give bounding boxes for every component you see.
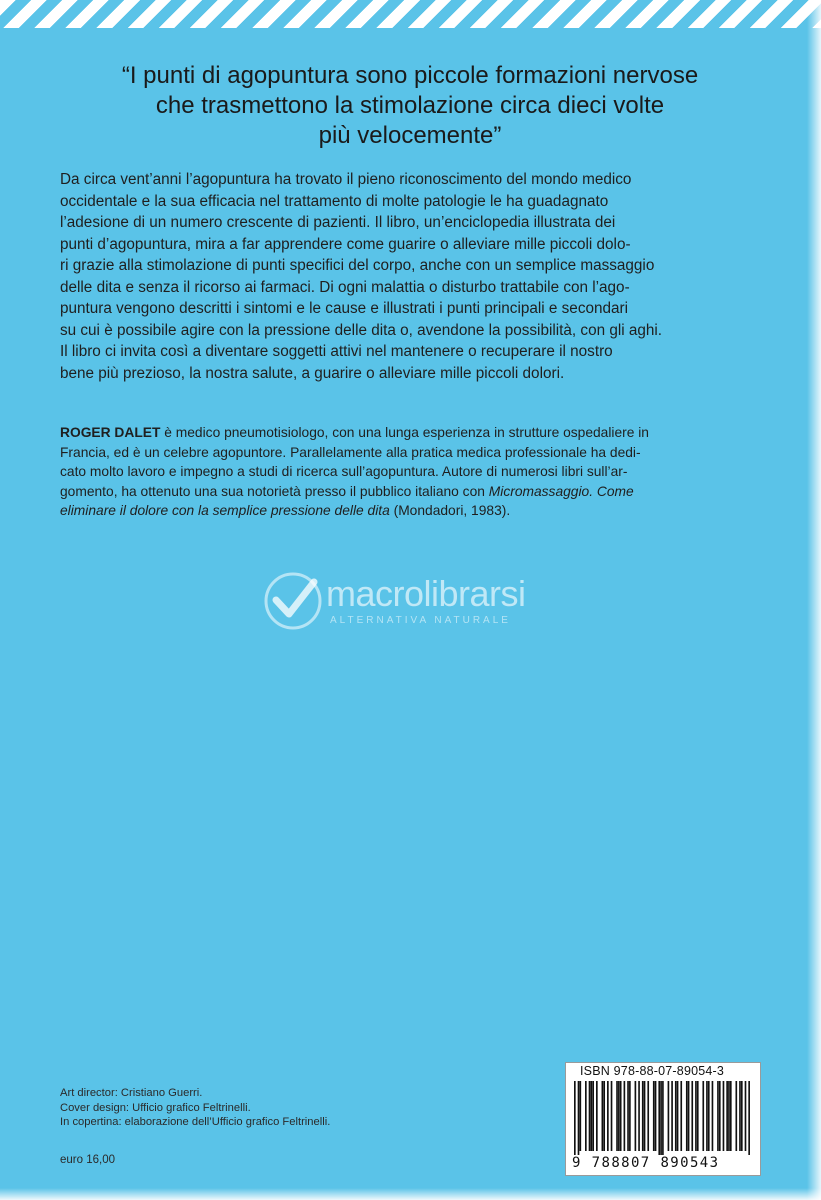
description-line: bene più prezioso, la nostra salute, a guarire o alleviare mille piccoli dolori. <box>60 364 565 382</box>
book-title-italic: eliminare il dolore con la semplice pressione delle dita <box>60 503 390 519</box>
barcode-bar <box>638 1081 640 1151</box>
bio-line: cato molto lavoro e impegno a studi di ricerca sull’agopuntura. Autore di numerosi libri sull’ar- <box>60 464 628 480</box>
description-line: occidentale e la sua efficacia nel trattamento di molte patologie le ha guadagnato <box>60 192 609 210</box>
description-line: Da circa vent’anni l’agopuntura ha trovato il pieno riconoscimento del mondo medico <box>60 171 632 188</box>
barcode-bar <box>662 1081 664 1155</box>
barcode-bar <box>677 1081 679 1151</box>
barcode-bar <box>680 1081 682 1151</box>
barcode-bar <box>655 1081 657 1151</box>
macrolibrarsi-watermark <box>262 570 572 640</box>
credit-line: Art director: Cristiano Guerri. <box>60 1087 203 1099</box>
barcode-digits: 9 788807 890543 <box>572 1155 720 1171</box>
barcode-bar <box>695 1081 697 1151</box>
barcode-bar <box>644 1081 646 1151</box>
barcode-bar <box>602 1081 604 1151</box>
barcode-bar <box>712 1081 714 1151</box>
quote-line: “I punti di agopuntura sono piccole formazioni nervose <box>121 62 699 89</box>
watermark-name: macrolibrarsi <box>326 573 526 614</box>
description-line: ri grazie alla stimolazione di punti specifici del corpo, anche con un semplice massaggio <box>60 257 655 274</box>
striped-top-border <box>0 0 821 28</box>
barcode-icon <box>574 1081 752 1155</box>
barcode-bar <box>642 1081 644 1151</box>
description-line: l’adesione di un numero crescente di pazienti. Il libro, un’enciclopedia illustrata dei <box>60 214 616 231</box>
barcode-bar <box>635 1081 637 1151</box>
bio-text: è medico pneumotisiologo, con una lunga esperienza in strutture ospedaliere in <box>160 425 649 440</box>
barcode-bar <box>611 1081 613 1151</box>
barcode-bar <box>719 1081 721 1151</box>
credit-line: Cover design: Ufficio grafico Feltrinelli. <box>60 1101 251 1114</box>
barcode-bar <box>658 1081 660 1155</box>
book-title-italic: Micromassaggio. Come <box>488 483 634 499</box>
page-edge <box>807 0 821 1200</box>
barcode-bar <box>735 1081 737 1151</box>
description-line: puntura vengono descritti i sintomi e le cause e illustrati i punti principali e secondari <box>60 300 628 317</box>
author-bio <box>60 423 766 521</box>
quote-line: che trasmettono la stimolazione circa dieci volte <box>155 92 665 119</box>
barcode-bar <box>607 1081 609 1151</box>
barcode-bar <box>603 1081 605 1151</box>
barcode-bar <box>723 1081 725 1151</box>
barcode-bar <box>686 1081 688 1151</box>
barcode-bar <box>647 1081 649 1151</box>
barcode-bar <box>730 1081 732 1151</box>
barcode-bar <box>578 1081 580 1155</box>
barcode-bar <box>691 1081 693 1151</box>
barcode-bar <box>592 1081 594 1151</box>
barcode-bar <box>591 1081 593 1151</box>
barcode-bar <box>580 1081 582 1151</box>
barcode-bar <box>585 1081 587 1151</box>
barcode-bar <box>653 1081 655 1151</box>
isbn-barcode <box>565 1062 761 1176</box>
barcode-bar <box>671 1081 673 1151</box>
cover-credits <box>60 1086 330 1130</box>
barcode-bar <box>589 1081 591 1151</box>
description-line: punti d’agopuntura, mira a far apprendere come guarire o alleviare mille piccoli dolo- <box>60 235 631 253</box>
barcode-bar <box>574 1081 576 1155</box>
bio-line <box>60 482 766 502</box>
barcode-bar <box>616 1081 618 1151</box>
description-line: su cui è possibile agire con la pressione delle dita o, avendone la possibilità, con gli aghi. <box>60 321 663 339</box>
author-name: ROGER DALET <box>60 425 161 440</box>
barcode-bar <box>702 1081 704 1151</box>
barcode-bar <box>706 1081 708 1151</box>
barcode-bar <box>627 1081 629 1151</box>
barcode-bar <box>675 1081 677 1151</box>
barcode-bar <box>620 1081 622 1151</box>
barcode-bar <box>596 1081 598 1151</box>
barcode-bar <box>726 1081 728 1151</box>
barcode-bar <box>739 1081 741 1151</box>
barcode-bar <box>728 1081 730 1151</box>
book-description <box>60 169 766 384</box>
page-edge <box>0 1188 821 1200</box>
bio-line <box>60 501 766 521</box>
credit-line: In copertina: elaborazione dell’Ufficio grafico Feltrinelli. <box>60 1116 331 1129</box>
barcode-bar <box>741 1081 743 1151</box>
check-leaf-icon <box>262 570 324 632</box>
barcode-bar <box>697 1081 699 1151</box>
barcode-bar <box>624 1081 626 1151</box>
bio-text: gomento, ha ottenuto una sua notorietà presso il pubblico italiano con <box>60 483 489 499</box>
description-line: Il libro ci invita così a diventare soggetti attivi nel mantenere o recuperare il nostro <box>60 343 613 360</box>
bio-text: (Mondadori, 1983). <box>389 503 511 519</box>
price-label: euro 16,00 <box>60 1154 115 1166</box>
barcode-bar <box>708 1081 710 1151</box>
barcode-bar <box>629 1081 631 1151</box>
barcode-bar <box>748 1081 750 1155</box>
cover-quote <box>60 61 760 151</box>
bio-line: Francia, ed è un celebre agopuntore. Parallelamente alla pratica medica professionale ha dedi- <box>60 444 641 460</box>
barcode-bar <box>745 1081 747 1151</box>
barcode-bar <box>688 1081 690 1151</box>
isbn-label: ISBN 978-88-07-89054-3 <box>580 1064 725 1078</box>
barcode-bar <box>717 1081 719 1151</box>
description-line: delle dita e senza il ricorso ai farmaci. Di ogni malattia o disturbo trattabile con l’ago- <box>60 278 630 296</box>
barcode-bar <box>668 1081 670 1151</box>
barcode-bar <box>618 1081 620 1151</box>
barcode-bar <box>660 1081 662 1155</box>
watermark-tagline: ALTERNATIVA NATURALE <box>330 615 511 626</box>
bio-line <box>60 423 766 443</box>
quote-line: più velocemente” <box>318 122 502 149</box>
